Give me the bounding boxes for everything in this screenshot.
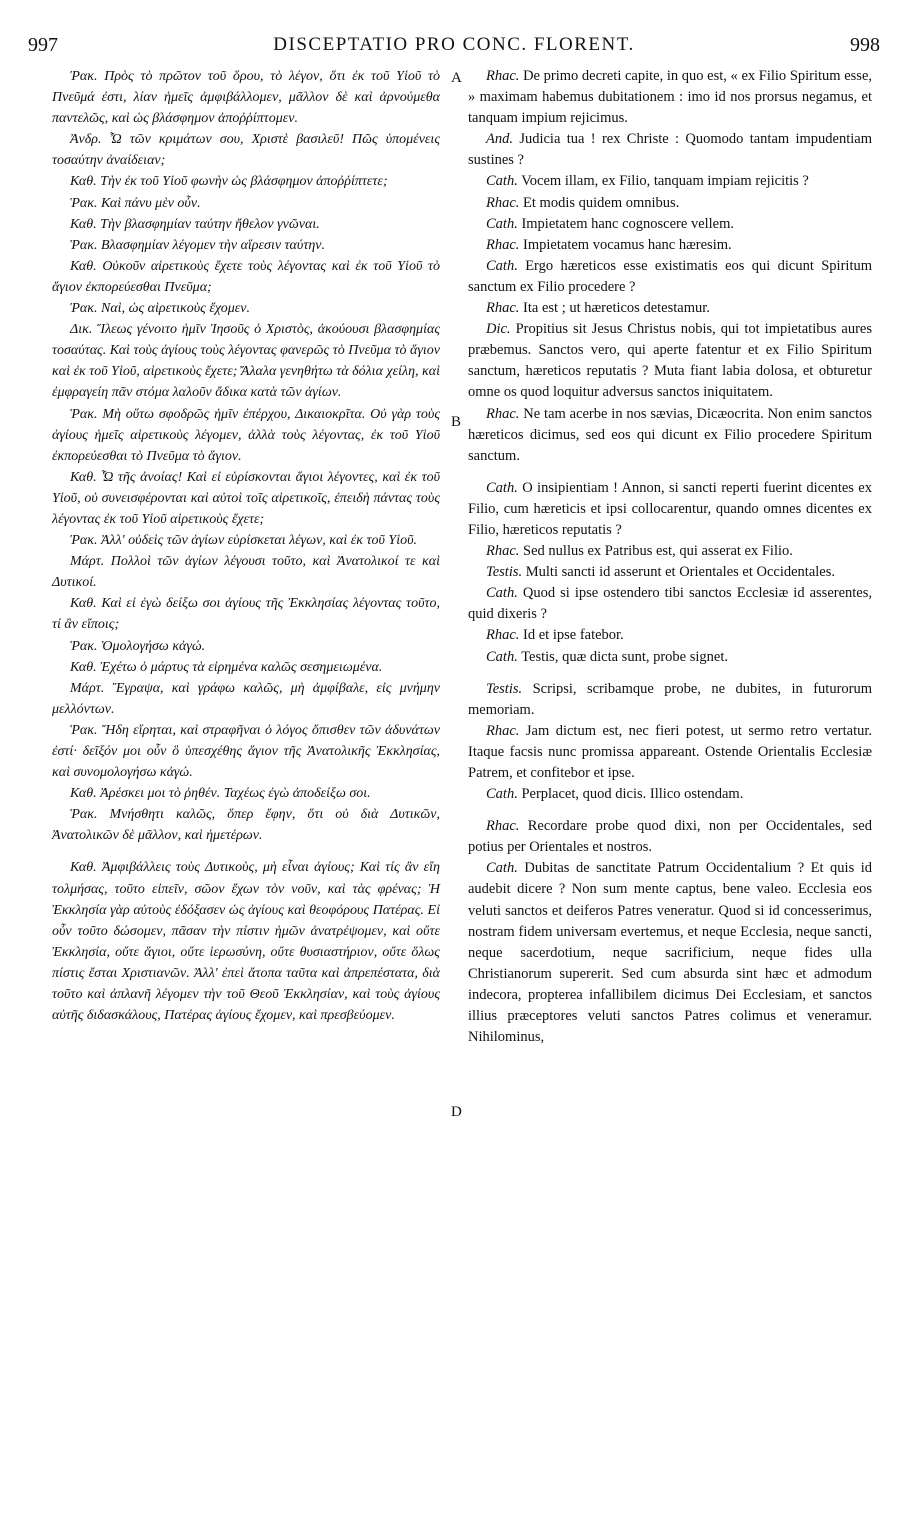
dialogue-paragraph (52, 530, 440, 551)
speaker-label: Ἀνδρ. (70, 132, 102, 148)
speech-text: Τὴν ἐκ τοῦ Υἱοῦ φωνὴν ὡς βλάσφημον ἀποῤῥίπτετε; (100, 174, 388, 190)
paragraph-gap (468, 805, 872, 816)
speech-text: Ἤδη εἴρηται, καὶ στραφῆναι ὁ λόγος ὄπισθεν τῶν ἀδυνάτων ἐστί· δεῖξόν μοι οὖν ὃ ὑπεσχέθης ἅγιον τῆς Ἀνατολικῆς Ἐκκλησίας, καὶ συνομολογήσω κἀγώ. (52, 722, 441, 781)
dialogue-paragraph (468, 66, 872, 129)
speaker-label: Rhac. (486, 543, 520, 560)
speech-text: Id et ipse fatebor. (523, 627, 624, 644)
dialogue-paragraph (52, 857, 440, 1026)
speaker-label: Rhac. (486, 68, 520, 84)
speech-text: Ne tam acerbe in nos sævias, Dicæocrita. Non enim sanctos hæreticos dicimus, sed eos qui dicunt ex Filio procedere Spiritum sanctum. (468, 405, 872, 464)
dialogue-paragraph (468, 129, 872, 171)
speaker-label: Rhac. (486, 627, 520, 644)
speaker-label: Ῥακ. (70, 722, 98, 738)
speech-text: Ergo hæreticos esse existimatis eos qui dicunt Spiritum sanctum ex Filio procedere ? (468, 257, 873, 295)
dialogue-paragraph (52, 720, 440, 783)
speech-text: Πρὸς τὸ πρῶτον τοῦ ὅρου, τὸ λέγον, ὅτι ἐκ τοῦ Υἱοῦ τὸ Πνεῦμά ἐστι, λίαν ἡμεῖς ἀμφιβάλλομεν, μᾶλλον δὲ καὶ ἀρνούμεθα παντελῶς, καὶ ὡς βλάσφημον ἀποῤῥίπτομεν. (52, 69, 441, 127)
speech-text: Jam dictum est, nec fieri potest, ut sermo retro vertatur. Itaque facsis nunc promissa appareant. Ostende Orientalis Ecclesiæ Patrem, et confitebor et ipse. (468, 722, 872, 781)
speech-text: Οὐκοῦν αἱρετικοὺς ἔχετε τοὺς λέγοντας καὶ ἐκ τοῦ Υἱοῦ τὸ ἅγιον ἐκπορεύεσθαι Πνεῦμα; (52, 258, 441, 295)
dialogue-paragraph (468, 583, 872, 625)
speech-text: Ὦ τῶν κριμάτων σου, Χριστὲ βασιλεῦ! Πῶς ὑπομένεις τοσαύτην ἀναίδειαν; (52, 132, 441, 169)
speech-text: Judicia tua ! rex Christe : Quomodo tantam impudentiam sustines ? (468, 131, 873, 169)
speaker-label: Μάρτ. (70, 554, 105, 570)
margin-letter-a: A (451, 70, 462, 86)
speech-text: Ἀλλ' οὐδεὶς τῶν ἁγίων εὑρίσκεται λέγων, καὶ ἐκ τοῦ Υἱοῦ. (101, 533, 418, 549)
speech-text: Ἀρέσκει μοι τὸ ῥηθέν. Ταχέως ἐγὼ ἀποδείξω σοι. (100, 786, 371, 802)
speaker-label: Ῥακ. (70, 301, 98, 317)
dialogue-paragraph (52, 678, 440, 720)
margin-letter-d: D (451, 1104, 462, 1120)
speech-text: Ὦ τῆς ἀνοίας! Καὶ εἰ εὑρίσκονται ἅγιοι λέγοντες, καὶ ἐκ τοῦ Υἱοῦ, οὐ συνεισφέρονται καὶ αὐτοὶ τοῖς αἱρετικοῖς, ἐπειδὴ πάντας τοὺς λέγοντας ἐκ τοῦ Υἱοῦ αἱρετικοὺς ἔχετε; (52, 469, 441, 527)
dialogue-paragraph (52, 593, 440, 635)
dialogue-paragraph (52, 214, 440, 235)
dialogue-paragraph (52, 783, 440, 804)
speaker-label: Καθ. (70, 786, 97, 802)
dialogue-paragraph (52, 804, 440, 846)
dialogue-paragraph (468, 235, 872, 256)
dialogue-paragraph (52, 467, 440, 530)
speech-text: Καὶ πάνυ μὲν οὖν. (101, 195, 201, 211)
dialogue-paragraph (52, 171, 440, 192)
dialogue-paragraph (468, 193, 872, 214)
speech-text: O insipientiam ! Annon, si sancti reperti fuerint dicentes ex Filio, cum hæreticis et ipsi collocarentur, quando omnes dicentes ex Filio, hæreticos reputatis ? (468, 479, 872, 538)
speaker-label: Ῥακ. (70, 237, 98, 253)
speaker-label: Ῥακ. (70, 807, 98, 823)
dialogue-paragraph (468, 171, 872, 192)
dialogue-paragraph (52, 319, 440, 403)
speech-text: Καὶ εἰ ἐγὼ δείξω σοι ἁγίους τῆς Ἐκκλησίας λέγοντας τοῦτο, τί ἂν εἴποις; (52, 596, 441, 633)
dialogue-paragraph (468, 404, 872, 467)
speaker-label: Ῥακ. (70, 406, 98, 422)
speech-text: Βλασφημίαν λέγομεν τὴν αἵρεσιν ταύτην. (101, 237, 325, 253)
page-number-right: 998 (850, 34, 880, 56)
dialogue-paragraph (52, 404, 440, 467)
speaker-label: Cath. (486, 860, 518, 877)
speech-text: Scripsi, scribamque probe, ne dubites, in futurorum memoriam. (468, 680, 873, 718)
dialogue-paragraph (468, 721, 872, 784)
speaker-label: Δικ. (70, 322, 93, 338)
speech-text: Recordare probe quod dixi, non per Occidentales, sed potius per Orientales et nostros. (468, 818, 872, 856)
speech-text: Et modis quidem omnibus. (523, 194, 680, 211)
speaker-label: Καθ. (70, 258, 97, 274)
speech-text: Ἵλεως γένοιτο ἡμῖν Ἰησοῦς ὁ Χριστὸς, ἀκούουσι βλασφημίας τοσαύτας. Καὶ τοὺς ἁγίους τοὺς λέγοντας φανερῶς τὸ Πνεῦμα τὸ ἅγιον καὶ ἐκ τοῦ Υἱοῦ, αἱρετικοὺς ἔχετε; Ἄλαλα γενηθήτω τὰ δόλια χείλη, καὶ ἐμφραγείη πᾶν στόμα λαλοῦν ἄδικα κατὰ τῶν ἁγίων. (52, 322, 440, 401)
greek-column (52, 66, 440, 1026)
speech-text: Ἔγραψα, καὶ γράφω καλῶς, μὴ ἀμφίβαλε, εἰς μνήμην μελλόντων. (52, 680, 440, 717)
speaker-label: Cath. (486, 173, 518, 190)
page-number-left: 997 (28, 34, 58, 56)
speech-text: De primo decreti capite, in quo est, « ex Filio Spiritum esse, » maximam habemus dubitationem : imo id nos prorsus negamus, et tanquam impium rejicimus. (468, 68, 873, 127)
dialogue-paragraph (52, 256, 440, 298)
speaker-label: Rhac. (486, 300, 520, 317)
speech-text: Multi sancti id asserunt et Orientales et Occidentales. (525, 564, 836, 581)
speaker-label: Testis. (486, 680, 523, 697)
speaker-label: Rhac. (486, 722, 520, 739)
speech-text: Perplacet, quod dicis. Illico ostendam. (521, 786, 744, 803)
dialogue-paragraph (468, 319, 872, 403)
dialogue-paragraph (52, 235, 440, 256)
dialogue-paragraph (52, 657, 440, 678)
dialogue-paragraph (468, 562, 872, 583)
latin-column (468, 66, 872, 1048)
speaker-label: Rhac. (486, 818, 520, 835)
speaker-label: Rhac. (486, 405, 520, 422)
speaker-label: Ῥακ. (70, 69, 98, 84)
speech-text: Vocem illam, ex Filio, tanquam impiam rejicitis ? (521, 173, 809, 190)
speaker-label: Καθ. (70, 216, 97, 232)
running-header (28, 34, 880, 62)
dialogue-paragraph (468, 214, 872, 235)
speaker-label: Cath. (486, 479, 518, 496)
dialogue-paragraph (468, 647, 872, 668)
dialogue-paragraph (52, 129, 440, 171)
speaker-label: Ῥακ. (70, 533, 98, 549)
speech-text: Impietatem vocamus hanc hæresim. (523, 236, 732, 253)
speech-text: Μὴ οὕτω σφοδρῶς ἡμῖν ἐπέρχου, Δικαιοκρῖτα. Οὐ γὰρ τοὺς ἁγίους ἡμεῖς αἱρετικοὺς λέγομεν, ἀλλὰ τοὺς λέγοντας, ἐκ τοῦ Υἱοῦ ἐκπορεύεσθαι τὸ Πνεῦμα τὸ ἅγιον. (52, 406, 441, 464)
dialogue-paragraph (468, 858, 872, 1048)
speaker-label: Καθ. (70, 174, 97, 190)
speech-text: Ναὶ, ὡς αἱρετικοὺς ἔχομεν. (101, 301, 250, 317)
speaker-label: Cath. (486, 257, 518, 274)
speech-text: Ὁμολογήσω κἀγώ. (101, 638, 206, 654)
running-title: DISCEPTATIO PRO CONC. FLORENT. (273, 34, 635, 55)
speech-text: Τὴν βλασφημίαν ταύτην ἤθελον γνῶναι. (100, 216, 320, 232)
speaker-label: Καθ. (70, 469, 97, 485)
dialogue-paragraph (52, 298, 440, 319)
speaker-label: Ῥακ. (70, 195, 98, 211)
dialogue-paragraph (468, 478, 872, 541)
speech-text: Ἐχέτω ὁ μάρτυς τὰ εἰρημένα καλῶς σεσημειωμένα. (100, 659, 383, 675)
speaker-label: And. (486, 131, 513, 148)
speech-text: Ἀμφιβάλλεις τοὺς Δυτικοὺς, μὴ εἶναι ἁγίους; Καὶ τίς ἂν εἴη τολμήσας, τοῦτο εἰπεῖν, σῶον ἔχων τὸν νοῦν, καὶ τὰς φρένας; Ἡ Ἐκκλησία γὰρ αὐτοὺς ἐδόξασεν ὡς ἁγίους καὶ θεοφόρους Πατέρας. Εἰ οὖν τοῦτο δώσομεν, πᾶσαν τὴν πίστιν ἡμῶν ἀνατρέψομεν, καὶ οὔτε Ἐκκλησία, οὔτε ἅγιοι, οὔτε ἱερωσύνη, οὔτε θυσιαστήριον, οὔτε ὅλως πίστις ἔσται Χριστιανῶν. Ἀλλ' ἐπεὶ ἄτοπα ταῦτα καὶ ἀπρεπέστατα, διὰ τοῦτο καὶ ἀπλανῆ λέγομεν τὴν τοῦ Θεοῦ Ἐκκλησίαν, καὶ τοὺς ἁγίους αὐτῆς διδασκάλους, Πατέρας ἁγίους ἔχομεν, καὶ πρεσβεύομεν. (52, 860, 440, 1024)
dialogue-paragraph (468, 256, 872, 298)
speaker-label: Καθ. (70, 596, 97, 612)
dialogue-paragraph (468, 298, 872, 319)
dialogue-paragraph (468, 679, 872, 721)
speech-text: Sed nullus ex Patribus est, qui asserat ex Filio. (523, 543, 793, 560)
dialogue-paragraph (52, 66, 440, 129)
paragraph-gap (52, 846, 440, 857)
dialogue-paragraph (52, 551, 440, 593)
speech-text: Quod si ipse ostendero tibi sanctos Ecclesiæ id asserentes, quid dixeris ? (468, 585, 873, 623)
dialogue-paragraph (52, 193, 440, 214)
dialogue-paragraph (468, 625, 872, 646)
speech-text: Propitius sit Jesus Christus nobis, qui tot impietatibus aures præbemus. Sanctos vero, qui aperte fatentur et ex Filio Spiritum sanctum, hæreticos reputatis ? Muta fiant labia dolosa, et obturetur omne os quod loquitur adversus sanctos iniquitatem. (468, 321, 872, 401)
speaker-label: Καθ. (70, 659, 97, 675)
speaker-label: Cath. (486, 585, 518, 602)
margin-letter-b: B (451, 414, 462, 430)
paragraph-gap (468, 668, 872, 679)
speech-text: Testis, quæ dicta sunt, probe signet. (521, 648, 728, 665)
dialogue-paragraph (468, 816, 872, 858)
speech-text: Ita est ; ut hæreticos detestamur. (523, 300, 710, 317)
speaker-label: Rhac. (486, 236, 520, 253)
dialogue-paragraph (468, 784, 872, 805)
dialogue-paragraph (52, 636, 440, 657)
speech-text: Impietatem hanc cognoscere vellem. (521, 215, 735, 232)
speech-text: Μνήσθητι καλῶς, ὅπερ ἔφην, ὅτι οὐ διὰ Δυτικῶν, Ἀνατολικῶν δὲ μᾶλλον, καὶ ἡμετέρων. (52, 807, 440, 844)
speech-text: Πολλοὶ τῶν ἁγίων λέγουσι τοῦτο, καὶ Ἀνατολικοί τε καὶ Δυτικοί. (52, 554, 441, 591)
speech-text: Dubitas de sanctitate Patrum Occidentalium ? Et quis id audebit dicere ? Non sum mente captus, bene valeo. Ecclesia eos veluti sanctos et deiferos Patres veneratur. Quod si id concesserimus, nostram fidem universam evertemus, et neque Ecclesia, neque sancti, neque sacerdotium, neque sacrificium, neque fides ulla Christianorum supererit. Sed cum absurda sint hæc et admodum indecora, propterea infallibilem dicimus Dei Ecclesiam, et sanctos illius præceptores veluti sanctos Patres colimus et veneramur. Nihilominus, (468, 860, 872, 1046)
speaker-label: Dic. (486, 321, 511, 338)
speaker-label: Μάρτ. (70, 680, 105, 696)
speaker-label: Cath. (486, 786, 518, 803)
speaker-label: Cath. (486, 215, 518, 232)
speaker-label: Testis. (486, 564, 523, 581)
speaker-label: Rhac. (486, 194, 520, 211)
paragraph-gap (468, 467, 872, 478)
dialogue-paragraph (468, 541, 872, 562)
speaker-label: Cath. (486, 648, 518, 665)
speaker-label: Καθ. (70, 860, 97, 876)
speaker-label: Ῥακ. (70, 638, 98, 654)
